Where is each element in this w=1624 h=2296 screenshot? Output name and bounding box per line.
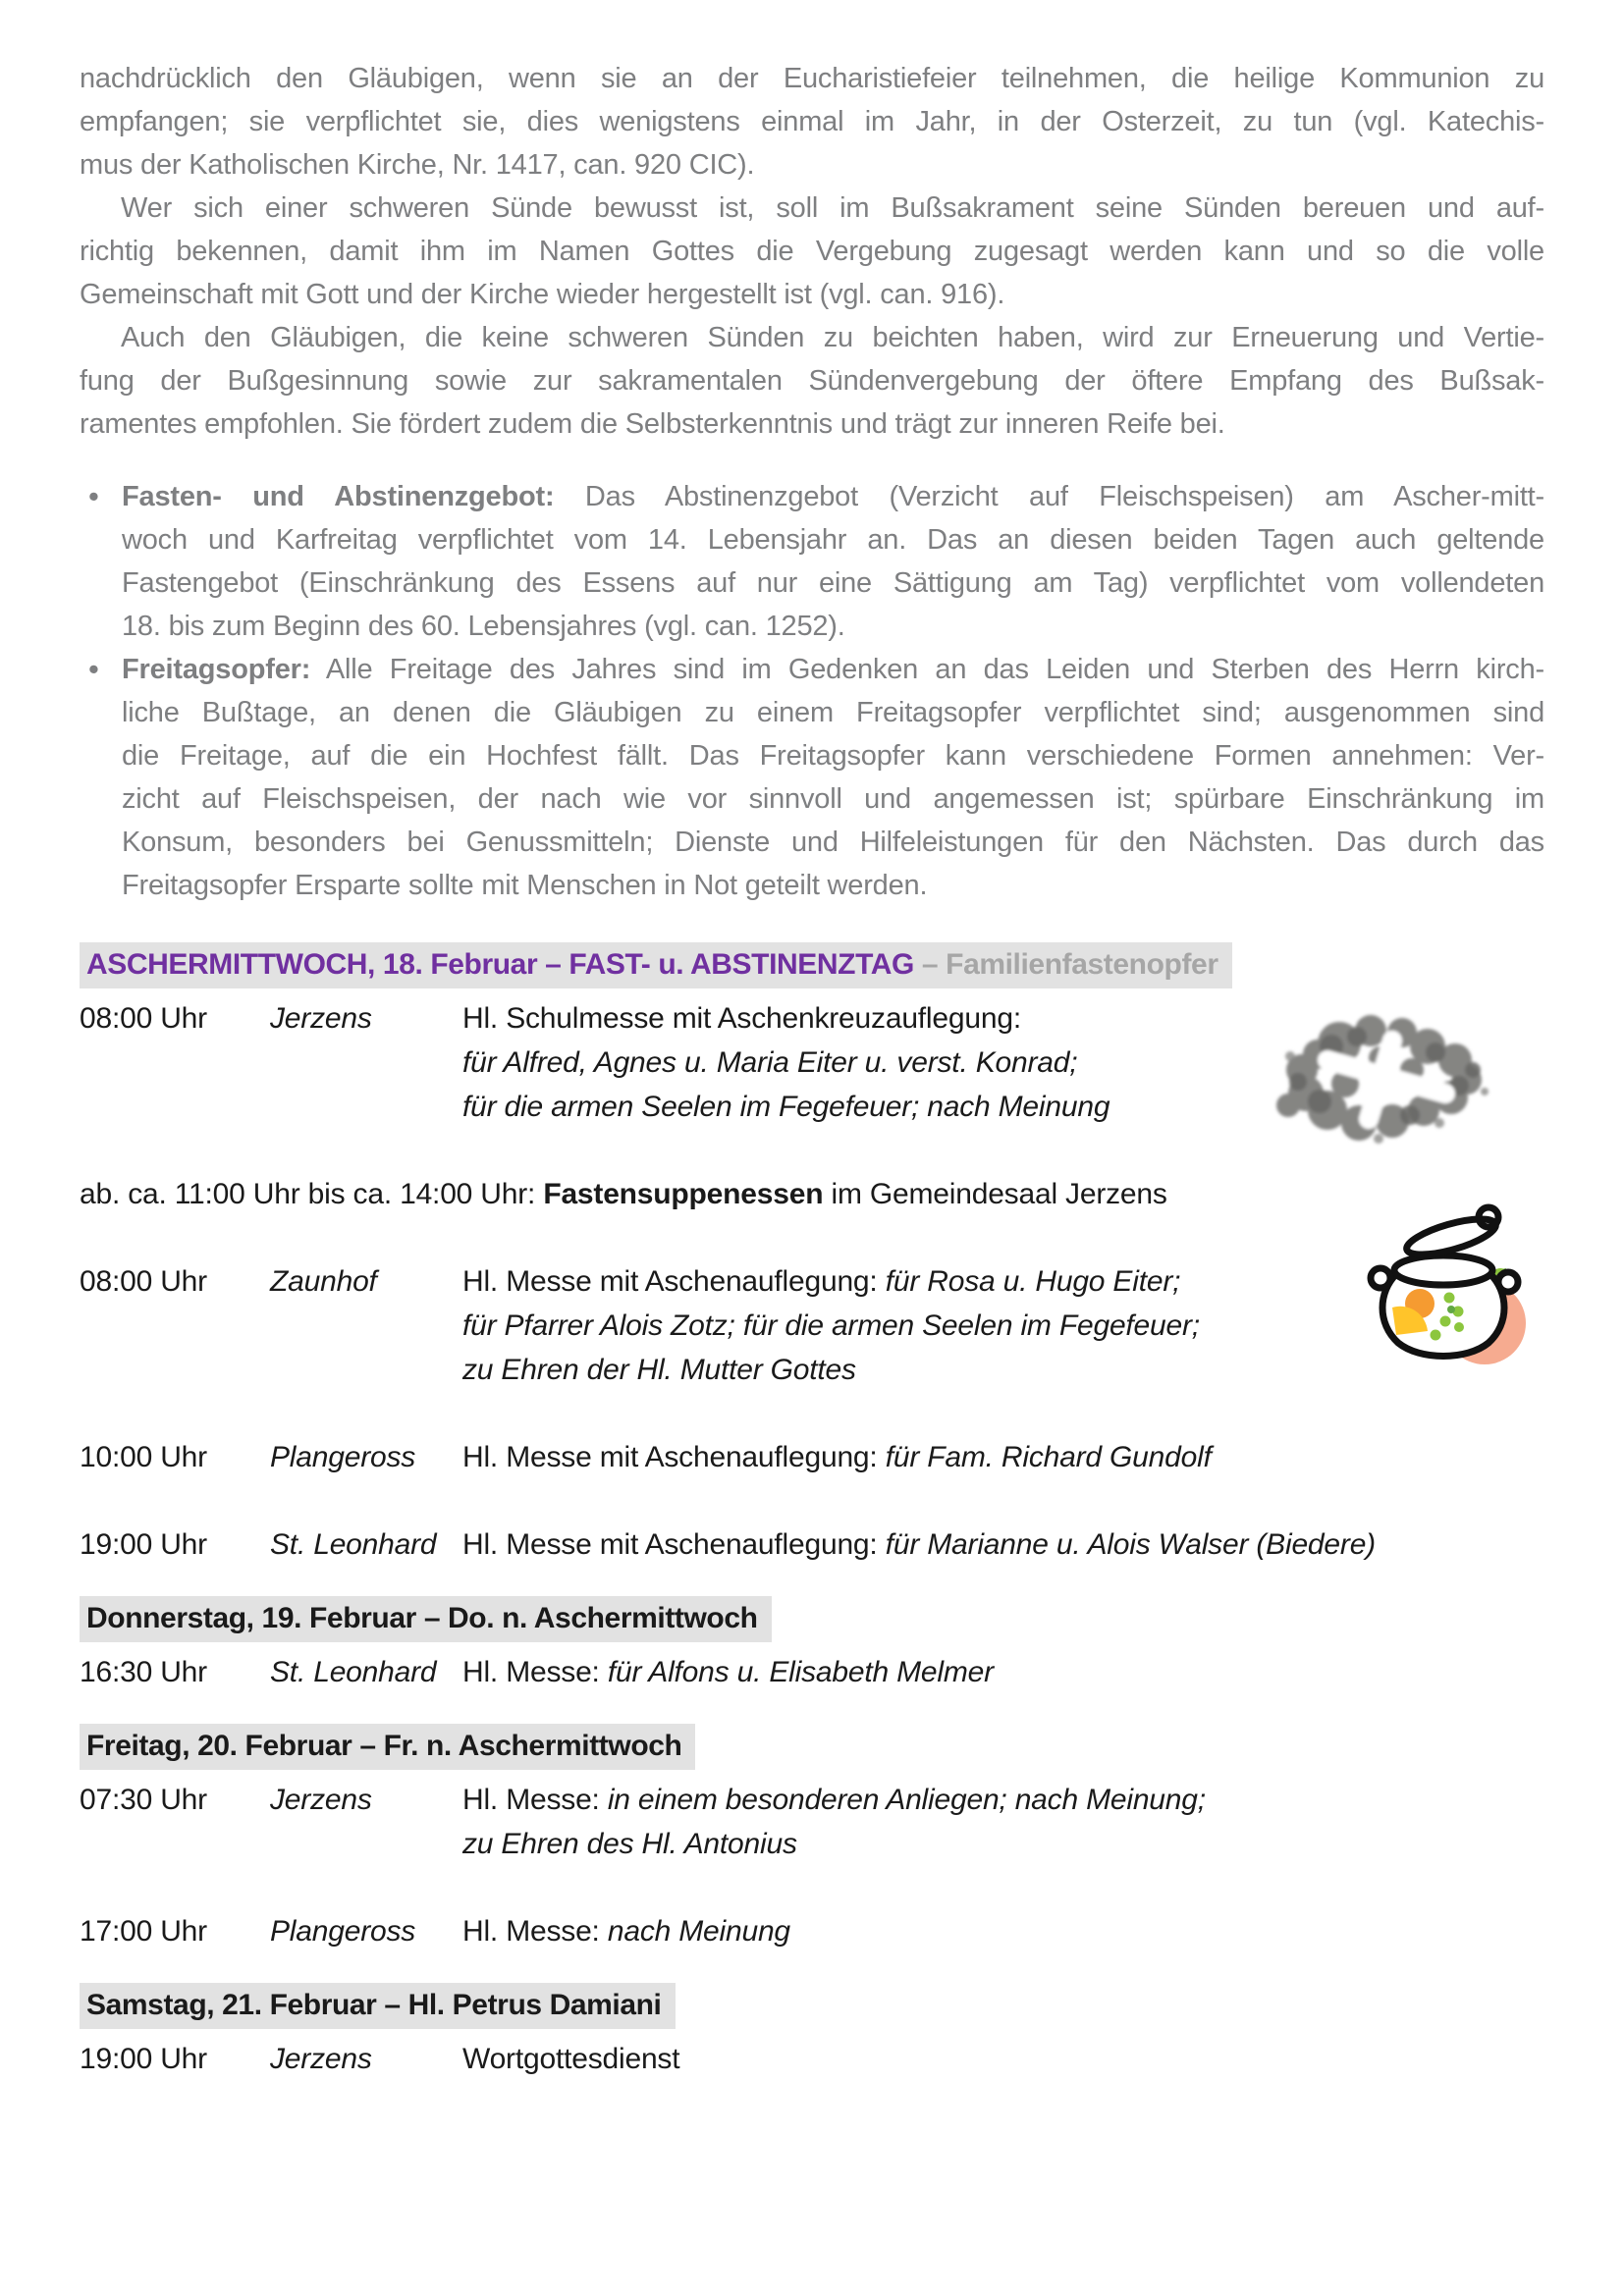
text-run: zu Ehren der Hl. Mutter Gottes <box>462 1354 856 1386</box>
soup-pot-image <box>1363 1196 1528 1379</box>
text-line <box>122 821 1544 864</box>
text-run: Fastengebot (Einschränkung des Essens auf nur eine Sättigung am Tag) verpflichtet vom vollendeten <box>122 567 1544 599</box>
text-line <box>462 1909 1544 1953</box>
place-cell: Jerzens <box>270 1002 372 1035</box>
text-run: Hl. Messe: <box>462 1656 608 1688</box>
rule-item <box>122 648 1544 907</box>
text-line: empfangen; sie verpflichtet sie, dies wenigstens einmal im Jahr, in der Osterzeit, zu tun (vgl. Katechis- <box>80 106 1544 137</box>
paragraph <box>80 316 1544 446</box>
schedule-row <box>80 1650 1544 1694</box>
time-cell: 10:00 Uhr <box>80 1441 207 1473</box>
text-run: für Alfred, Agnes u. Maria Eiter u. verst. Konrad; <box>462 1046 1078 1079</box>
text-run: für Fam. Richard Gundolf <box>885 1441 1212 1473</box>
description-cell <box>462 1522 1544 1567</box>
section-title: Freitag, 20. Februar – Fr. n. Aschermittwoch <box>86 1730 682 1762</box>
place-cell: St. Leonhard <box>270 1528 437 1561</box>
section-title: ASCHERMITTWOCH, 18. Februar – FAST- u. ABSTINENZTAG <box>86 948 914 981</box>
text-run: zu Ehren des Hl. Antonius <box>462 1828 797 1860</box>
schedule-row <box>80 1522 1544 1567</box>
text-line: richtig bekennen, damit ihm im Namen Gottes die Vergebung zugesagt werden kann und so die volle <box>80 236 1544 267</box>
text-line <box>122 734 1544 777</box>
text-run: Alle Freitage des Jahres sind im Gedenken an das Leiden und Sterben des Herrn kirch- <box>310 654 1544 685</box>
text-line: nachdrücklich den Gläubigen, wenn sie an der Eucharistiefeier teilnehmen, die heilige Kommunion zu <box>80 63 1544 94</box>
text-run: 18. bis zum Beginn des 60. Lebensjahres (vgl. can. 1252). <box>122 611 845 642</box>
text-line <box>122 864 1544 907</box>
text-line: Gemeinschaft mit Gott und der Kirche wieder hergestellt ist (vgl. can. 916). <box>80 279 1005 310</box>
text-run: für Alfons u. Elisabeth Melmer <box>607 1656 994 1688</box>
schedule-row <box>80 1909 1544 1953</box>
time-cell: 19:00 Uhr <box>80 2043 207 2075</box>
text-line: ramentes empfohlen. Sie fördert zudem die Selbsterkenntnis und trägt zur inneren Reife bei. <box>80 408 1225 440</box>
paragraph <box>80 57 1544 187</box>
section-header <box>80 1983 676 2029</box>
description-cell <box>462 1650 1544 1694</box>
place-cell: St. Leonhard <box>270 1656 437 1688</box>
text-line <box>462 2037 1544 2081</box>
text-line <box>122 605 1544 648</box>
text-run: ab. ca. 11:00 Uhr bis ca. 14:00 Uhr: <box>80 1178 544 1210</box>
text-line: Wer sich einer schweren Sünde bewusst ist, soll im Bußsakrament seine Sünden bereuen und auf- <box>121 192 1544 224</box>
text-run: im Gemeindesaal Jerzens <box>823 1178 1167 1210</box>
section-freitag <box>80 1724 1544 1953</box>
text-line <box>122 475 1544 518</box>
text-line: mus der Katholischen Kirche, Nr. 1417, can. 920 CIC). <box>80 149 755 181</box>
text-line <box>462 1522 1544 1567</box>
description-cell <box>462 1435 1544 1479</box>
text-line <box>122 518 1544 561</box>
text-run: zicht auf Fleischspeisen, der nach wie vor sinnvoll und angemessen ist; spürbare Einschränkung im <box>122 783 1544 815</box>
text-run: Hl. Messe mit Aschenauflegung: <box>462 1528 886 1561</box>
text-line <box>462 1822 1544 1866</box>
ash-cross-image <box>1263 999 1510 1159</box>
text-run: für Pfarrer Alois Zotz; für die armen Seelen im Fegefeuer; <box>462 1309 1200 1342</box>
paragraph <box>80 187 1544 316</box>
text-run: für Rosa u. Hugo Eiter; <box>885 1265 1181 1298</box>
text-run: nach Meinung <box>607 1915 790 1948</box>
text-run: Hl. Schulmesse mit Aschenkreuzauflegung: <box>462 1002 1021 1035</box>
soup-pot-icon <box>1363 1196 1528 1374</box>
text-line <box>122 648 1544 691</box>
text-run: die Freitage, auf die ein Hochfest fällt. Das Freitagsopfer kann verschiedene Formen annehmen: Ver- <box>122 740 1544 772</box>
schedule-row <box>80 1435 1544 1479</box>
text-run: Konsum, besonders bei Genussmitteln; Dienste und Hilfeleistungen für den Nächsten. Das durch das <box>122 827 1544 858</box>
rule-item <box>122 475 1544 648</box>
text-run: Wortgottesdienst <box>462 2043 680 2075</box>
rules-list <box>80 475 1544 907</box>
time-cell: 08:00 Uhr <box>80 1002 207 1035</box>
time-cell: 16:30 Uhr <box>80 1656 207 1688</box>
text-run: Das Abstinenzgebot (Verzicht auf Fleischspeisen) am Ascher-mitt- <box>554 481 1544 512</box>
section-donnerstag <box>80 1596 1544 1694</box>
place-cell: Jerzens <box>270 1784 372 1816</box>
time-cell: 17:00 Uhr <box>80 1915 207 1948</box>
text-run: Hl. Messe mit Aschenauflegung: <box>462 1441 886 1473</box>
section-title: Samstag, 21. Februar – Hl. Petrus Damiani <box>86 1989 662 2021</box>
text-run: in einem besonderen Anliegen; nach Meinung; <box>607 1784 1206 1816</box>
text-run: für Marianne u. Alois Walser (Biedere) <box>885 1528 1376 1561</box>
text-line <box>122 561 1544 605</box>
text-run: für die armen Seelen im Fegefeuer; nach Meinung <box>462 1091 1110 1123</box>
place-cell: Plangeross <box>270 1915 416 1948</box>
text-run: Hl. Messe: <box>462 1784 608 1816</box>
section-header <box>80 1596 772 1642</box>
description-cell <box>462 1909 1544 1953</box>
text-run: Freitagsopfer: <box>122 654 311 685</box>
place-cell: Zaunhof <box>270 1265 377 1298</box>
ash-cross-icon <box>1263 999 1510 1154</box>
description-cell <box>462 2037 1544 2081</box>
time-cell: 07:30 Uhr <box>80 1784 207 1816</box>
text-run: Hl. Messe mit Aschenauflegung: <box>462 1265 886 1298</box>
schedule-row <box>80 2037 1544 2081</box>
text-run: Freitagsopfer Ersparte sollte mit Menschen in Not geteilt werden. <box>122 870 928 901</box>
text-line <box>122 691 1544 734</box>
intro-paragraphs <box>80 57 1544 446</box>
text-line <box>462 1650 1544 1694</box>
note-line <box>80 1172 1544 1216</box>
text-line <box>462 1778 1544 1822</box>
section-subtitle: – Familienfastenopfer <box>913 948 1218 981</box>
place-cell: Jerzens <box>270 2043 372 2075</box>
text-line <box>462 1435 1544 1479</box>
text-line: fung der Bußgesinnung sowie zur sakramentalen Sündenvergebung der öftere Empfang des Bußsak- <box>80 365 1544 397</box>
time-cell: 19:00 Uhr <box>80 1528 207 1561</box>
text-run: Hl. Messe: <box>462 1915 608 1948</box>
schedule-row <box>80 1259 1544 1392</box>
section-header <box>80 1724 695 1770</box>
time-cell: 08:00 Uhr <box>80 1265 207 1298</box>
text-run: Fasten- und Abstinenzgebot: <box>122 481 555 512</box>
section-header <box>80 942 1232 988</box>
section-title: Donnerstag, 19. Februar – Do. n. Aschermittwoch <box>86 1602 758 1634</box>
text-run: woch und Karfreitag verpflichtet vom 14. Lebensjahr an. Das an diesen beiden Tagen auch geltende <box>122 524 1544 556</box>
section-samstag <box>80 1983 1544 2081</box>
text-line <box>122 777 1544 821</box>
text-line: Auch den Gläubigen, die keine schweren Sünden zu beichten haben, wird zur Erneuerung und Vertie- <box>121 322 1544 353</box>
place-cell: Plangeross <box>270 1441 416 1473</box>
description-cell <box>462 1778 1544 1866</box>
schedule-row <box>80 1778 1544 1866</box>
text-run: liche Bußtage, an denen die Gläubigen zu einem Freitagsopfer verpflichtet sind; ausgenommen sind <box>122 697 1544 728</box>
text-run: Fastensuppenessen <box>543 1178 824 1210</box>
